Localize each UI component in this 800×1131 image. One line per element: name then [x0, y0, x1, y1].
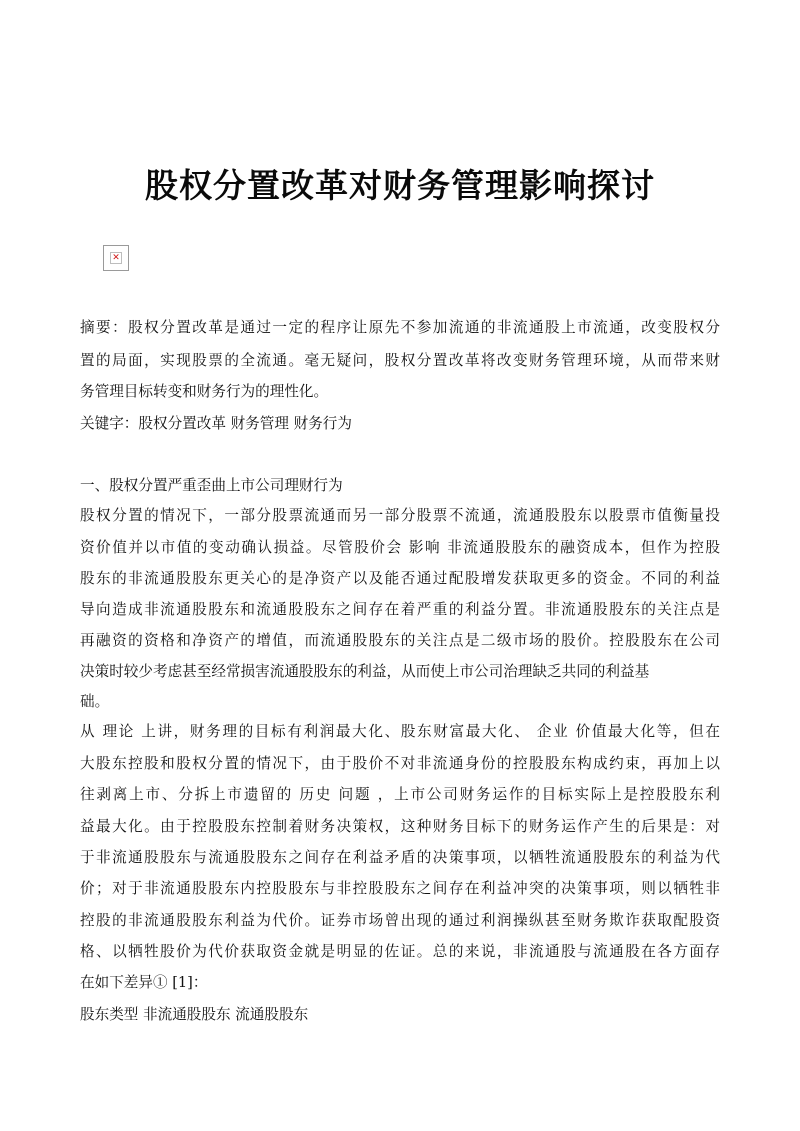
paragraph-line: 决策时较少考虑甚至经常损害流通股股东的利益，从而使上市公司治理缺乏共同的利益基: [80, 663, 650, 680]
broken-image: [103, 245, 129, 271]
broken-image-icon: ✕: [110, 252, 122, 264]
paragraph-line: 股权分置的情况下，一部分股票流通而另一部分股票不流通，流通股股东以股票市值衡量投: [80, 507, 720, 524]
abstract-line: 务管理目标转变和财务行为的理性化。: [80, 383, 329, 400]
abstract-line: 置的局面，实现股票的全流通。毫无疑问，股权分置改革将改变财务管理环境，从而带来财: [80, 352, 720, 369]
paragraph-line: 从 理论 上讲，财务理的目标有利润最大化、股东财富最大化、 企业 价值最大化等，但在: [80, 723, 720, 740]
paragraph-line: 往剥离上市、分拆上市遗留的 历史 问题 ，上市公司财务运作的目标实际上是控股股东利: [80, 786, 720, 803]
paragraph-line: 于非流通股股东与流通股股东之间存在利益矛盾的决策事项，以牺牲流通股股东的利益为代: [80, 849, 720, 866]
paragraph-line: 格、以牺牲股价为代价获取资金就是明显的佐证。总的来说，非流通股与流通股在各方面存: [80, 943, 720, 960]
paragraph-line: 大股东控股和股权分置的情况下，由于股价不对非流通身份的控股股东构成约束，再加上以: [80, 755, 720, 772]
section-heading: 一、股权分置严重歪曲上市公司理财行为: [80, 477, 343, 494]
paragraph-line: 础。: [80, 693, 110, 710]
paragraph-line: 价；对于非流通股股东内控股股东与非控股股东之间存在利益冲突的决策事项，则以牺牲非: [80, 880, 720, 897]
abstract-line: 摘要：股权分置改革是通过一定的程序让原先不参加流通的非流通股上市流通，改变股权分: [80, 319, 720, 336]
page-title: 股权分置改革对财务管理影响探讨: [145, 166, 655, 205]
paragraph-line: 导向造成非流通股股东和流通股股东之间存在着严重的利益分置。非流通股股东的关注点是: [80, 601, 720, 618]
keywords: 关键字：股权分置改革 财务管理 财务行为: [80, 415, 352, 432]
paragraph-line: 股东的非流通股股东更关心的是净资产以及能否通过配股增发获取更多的资金。不同的利益: [80, 570, 720, 587]
paragraph-line: 资价值并以市值的变动确认损益。尽管股价会 影响 非流通股股东的融资成本，但作为控股: [80, 539, 720, 556]
table-header: 股东类型 非流通股股东 流通股股东: [80, 1006, 309, 1023]
paragraph-line: 在如下差异① [1]：: [80, 974, 208, 991]
paragraph-line: 再融资的资格和净资产的增值，而流通股股东的关注点是二级市场的股价。控股股东在公司: [80, 632, 720, 649]
paragraph-line: 控股的非流通股股东利益为代价。证券市场曾出现的通过利润操纵甚至财务欺诈获取配股资: [80, 912, 720, 929]
paragraph-line: 益最大化。由于控股股东控制着财务决策权，这种财务目标下的财务运作产生的后果是：对: [80, 818, 720, 835]
